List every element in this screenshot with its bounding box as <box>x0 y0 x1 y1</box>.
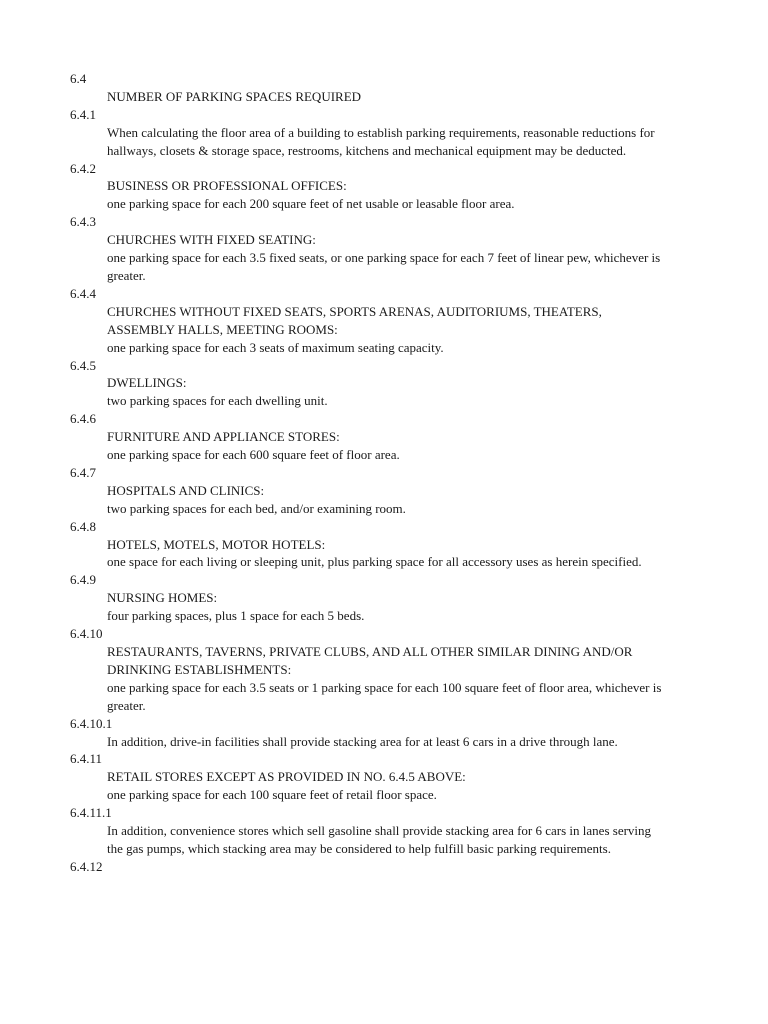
section-body <box>107 177 667 213</box>
section-text: two parking spaces for each dwelling unit. <box>107 393 328 409</box>
section-heading: HOTELS, MOTELS, MOTOR HOTELS: <box>107 536 326 552</box>
section-text: one parking space for each 100 square feet of retail floor space. <box>107 787 437 803</box>
section-body <box>107 428 667 464</box>
section-body <box>107 374 667 410</box>
section-body <box>107 536 667 572</box>
section-6-4-8 <box>70 518 710 572</box>
section-heading: RETAIL STORES EXCEPT AS PROVIDED IN NO. 6.4.5 ABOVE: <box>107 769 466 785</box>
section-6-4 <box>70 70 710 106</box>
section-number: 6.4.10 <box>70 626 103 642</box>
section-number: 6.4.11.1 <box>70 805 112 821</box>
section-text: one parking space for each 3 seats of maximum seating capacity. <box>107 339 444 355</box>
section-6-4-1 <box>70 106 710 160</box>
section-6-4-11 <box>70 750 710 804</box>
section-6-4-12 <box>70 858 710 876</box>
section-6-4-10-1 <box>70 715 710 751</box>
section-body <box>107 482 667 518</box>
section-6-4-3 <box>70 213 710 285</box>
section-text: In addition, convenience stores which sell gasoline shall provide stacking area for 6 cars in lanes serving the gas pumps, which stacking area may be considered to help fulfill basic parking requirements. <box>107 823 652 856</box>
section-heading: CHURCHES WITH FIXED SEATING: <box>107 232 316 248</box>
section-heading: DWELLINGS: <box>107 375 187 391</box>
section-heading: CHURCHES WITHOUT FIXED SEATS, SPORTS ARENAS, AUDITORIUMS, THEATERS, ASSEMBLY HALLS, MEETING ROOMS: <box>107 303 602 337</box>
section-body <box>107 88 667 106</box>
section-text: four parking spaces, plus 1 space for each 5 beds. <box>107 608 365 624</box>
section-number: 6.4.12 <box>70 858 103 874</box>
section-6-4-6 <box>70 410 710 464</box>
section-text: one parking space for each 600 square feet of floor area. <box>107 447 400 463</box>
section-text: two parking spaces for each bed, and/or examining room. <box>107 500 406 516</box>
section-heading: FURNITURE AND APPLIANCE STORES: <box>107 429 340 445</box>
section-text: In addition, drive-in facilities shall provide stacking area for at least 6 cars in a drive through lane. <box>107 733 618 749</box>
section-6-4-4 <box>70 285 710 357</box>
section-number: 6.4.8 <box>70 518 96 534</box>
document-page <box>70 70 710 876</box>
section-body <box>107 124 667 160</box>
section-text: one parking space for each 3.5 fixed seats, or one parking space for each 7 feet of linear pew, whichever is greater. <box>107 250 661 283</box>
section-number: 6.4.6 <box>70 411 96 427</box>
section-text: one parking space for each 3.5 seats or 1 parking space for each 100 square feet of floor area, whichever is greater. <box>107 679 662 713</box>
section-text: When calculating the floor area of a building to establish parking requirements, reasonable reductions for hallways, closets & storage space, restrooms, kitchens and mechanical equipment may be deducted. <box>107 124 655 158</box>
section-body <box>107 303 667 357</box>
section-body <box>107 589 667 625</box>
section-number: 6.4.1 <box>70 106 96 122</box>
section-number: 6.4.7 <box>70 464 96 480</box>
section-body <box>107 822 667 858</box>
section-number: 6.4.2 <box>70 160 96 176</box>
section-heading: BUSINESS OR PROFESSIONAL OFFICES: <box>107 178 347 194</box>
section-text: one space for each living or sleeping unit, plus parking space for all accessory uses as herein specified. <box>107 554 642 570</box>
section-6-4-11-1 <box>70 804 710 858</box>
section-6-4-7 <box>70 464 710 518</box>
section-6-4-9 <box>70 571 710 625</box>
section-6-4-2 <box>70 160 710 214</box>
section-heading: RESTAURANTS, TAVERNS, PRIVATE CLUBS, AND ALL OTHER SIMILAR DINING AND/OR DRINKING ESTABLISHMENTS: <box>107 644 633 677</box>
section-heading: HOSPITALS AND CLINICS: <box>107 482 265 498</box>
section-body <box>107 231 667 285</box>
section-number: 6.4.4 <box>70 285 96 301</box>
section-number: 6.4.10.1 <box>70 715 113 731</box>
section-number: 6.4.11 <box>70 751 103 767</box>
section-body <box>107 733 667 751</box>
section-number: 6.4.5 <box>70 357 96 373</box>
section-body <box>107 643 667 715</box>
section-body <box>107 768 667 804</box>
section-heading: NUMBER OF PARKING SPACES REQUIRED <box>107 88 362 104</box>
section-number: 6.4.9 <box>70 572 96 588</box>
section-heading: NURSING HOMES: <box>107 590 218 606</box>
section-text: one parking space for each 200 square feet of net usable or leasable floor area. <box>107 196 515 212</box>
section-number: 6.4.3 <box>70 214 96 230</box>
section-number: 6.4 <box>70 71 87 86</box>
section-6-4-5 <box>70 357 710 411</box>
section-6-4-10 <box>70 625 710 715</box>
